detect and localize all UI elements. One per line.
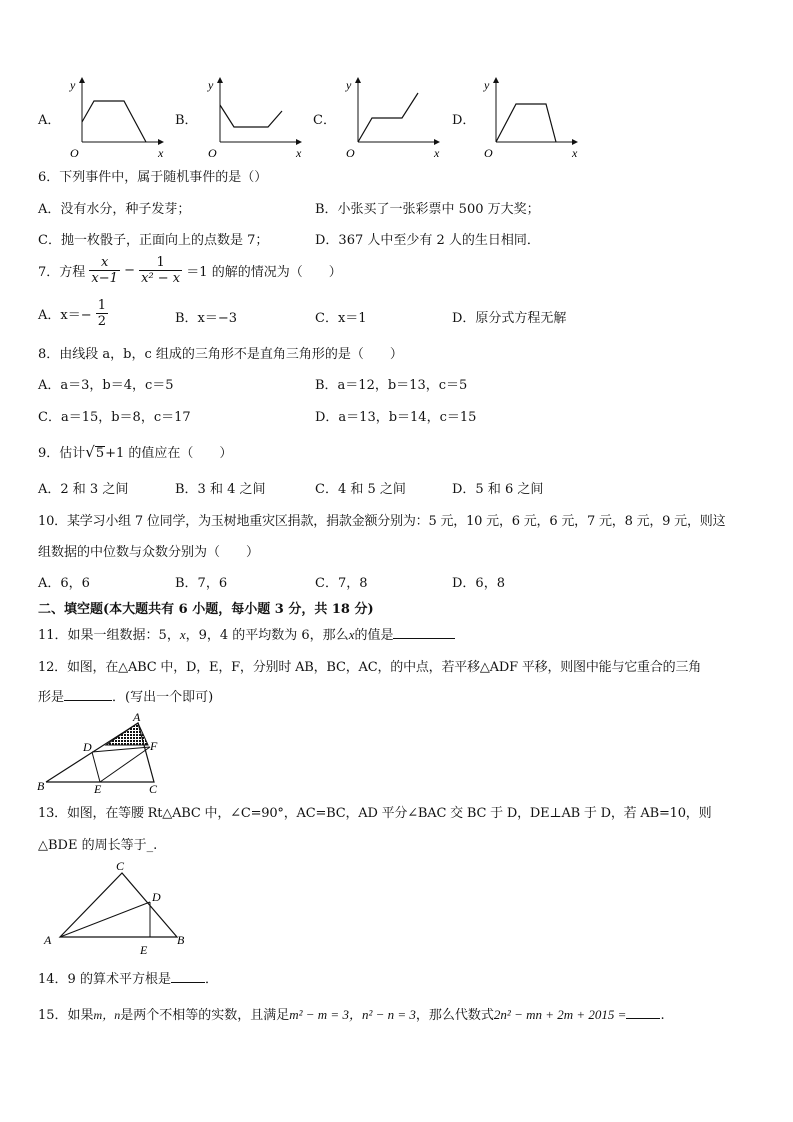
q9-radicand: 5 xyxy=(95,446,105,461)
graph-c-y: y xyxy=(346,78,352,92)
graph-d xyxy=(474,75,594,160)
q10-stem-line2: 组数据的中位数与众数分别为（ ） xyxy=(38,545,260,560)
q12-figure xyxy=(34,710,164,794)
q9-option-a: A．2 和 3 之间 xyxy=(38,482,129,497)
graph-label-a: A． xyxy=(38,113,61,128)
q9-option-b: B．3 和 4 之间 xyxy=(175,482,266,497)
q10-option-d: D．6，8 xyxy=(452,576,505,591)
graph-c-o: O xyxy=(346,146,355,160)
q14-stem: 14．9 的算术平方根是 ． xyxy=(38,972,218,987)
graph-b-y: y xyxy=(208,78,214,92)
q9-option-d: D．5 和 6 之间 xyxy=(452,482,544,497)
q7-minus: − xyxy=(124,263,135,278)
q13-label-d: D xyxy=(152,890,161,904)
q12-stem-line2: 形是 ．(写出一个即可) xyxy=(38,690,214,705)
q10-option-c: C．7，8 xyxy=(315,576,368,591)
q6-option-a: A．没有水分，种子发芽； xyxy=(38,202,191,217)
q12-label-d: D xyxy=(83,740,92,754)
q12-answer-blank[interactable] xyxy=(64,688,112,701)
q12-label-f: F xyxy=(150,739,158,753)
q13-label-c: C xyxy=(116,859,125,873)
q9-stem: 9．估计√5+1 的值应在（ ） xyxy=(38,443,233,461)
q8-option-d: D．a＝13，b＝14，c＝15 xyxy=(315,410,477,425)
q6-stem: 6．下列事件中，属于随机事件的是（） xyxy=(38,170,268,185)
q7-fraction-2: $\frac{1}{\text{x² − x}}$ xyxy=(141,255,181,286)
q10-option-a: A．6，6 xyxy=(38,576,90,591)
section-2-heading: 二、填空题(本大题共有 6 小题，每小题 3 分，共 18 分) xyxy=(38,602,374,617)
q6-option-b: B．小张买了一张彩票中 500 万大奖； xyxy=(315,202,540,217)
graph-label-d: D． xyxy=(452,113,476,128)
q9-option-c: C．4 和 5 之间 xyxy=(315,482,406,497)
q12-label-c: C xyxy=(149,782,158,796)
graph-b-x: x xyxy=(296,146,302,160)
q12-label-a: A xyxy=(133,710,141,724)
q13-label-b: B xyxy=(177,933,185,947)
graph-a-o: O xyxy=(70,146,79,160)
graph-d-o: O xyxy=(484,146,493,160)
q12-label-e: E xyxy=(94,782,102,796)
q7-option-b: B．x＝−3 xyxy=(175,311,238,326)
q8-option-c: C．a＝15，b＝8，c＝17 xyxy=(38,410,191,425)
q13-stem-line1: 13．如图，在等腰 Rt△ABC 中，∠C=90°，AC=BC，AD 平分∠BAC 交 BC 于 D，DE⊥AB 于 D，若 AB=10，则 xyxy=(38,806,712,821)
q7-fraction-1: $\frac{x}{x-1}$ xyxy=(91,255,118,286)
graph-label-b: B． xyxy=(175,113,198,128)
graph-a-y: y xyxy=(70,78,76,92)
graph-b xyxy=(198,75,318,160)
q12-stem-line1: 12．如图，在△ABC 中，D，E，F，分别时 AB，BC，AC，的中点，若平移△ADF 平移，则图中能与它重合的三角 xyxy=(38,660,702,675)
q15-stem: 15．如果m，n是两个不相等的实数，且满足m² − m = 3，n² − n = 3，那么代数式2n² − mn + 2m + 2015 = . xyxy=(38,1007,665,1023)
q8-option-a: A．a＝3，b＝4，c＝5 xyxy=(38,378,174,393)
graph-a xyxy=(60,75,180,160)
graph-b-o: O xyxy=(208,146,217,160)
q13-label-e: E xyxy=(140,943,148,957)
q7-option-a: A．x＝− $\frac{1}{2}$ xyxy=(38,298,107,329)
graph-d-x: x xyxy=(572,146,578,160)
q13-stem-line2: △BDE 的周长等于_. xyxy=(38,838,158,853)
graph-a-x: x xyxy=(158,146,164,160)
graph-c xyxy=(336,75,456,160)
q11-answer-blank[interactable] xyxy=(393,626,455,639)
q8-option-b: B．a＝12，b＝13，c＝5 xyxy=(315,378,468,393)
graph-c-x: x xyxy=(434,146,440,160)
q7-suffix: ＝1 的解的情况为（ ） xyxy=(186,265,342,280)
q15-answer-blank[interactable] xyxy=(626,1006,660,1019)
q10-option-b: B．7，6 xyxy=(175,576,228,591)
q7-option-d: D．原分式方程无解 xyxy=(452,311,567,326)
q14-answer-blank[interactable] xyxy=(171,970,205,983)
q11-stem: 11．如果一组数据：5，x，9，4 的平均数为 6，那么x的值是 xyxy=(38,624,455,643)
q13-figure xyxy=(38,858,193,956)
q8-stem: 8．由线段 a，b，c 组成的三角形不是直角三角形的是（ ） xyxy=(38,347,403,362)
graph-d-y: y xyxy=(484,78,490,92)
q10-stem-line1: 10．某学习小组 7 位同学，为玉树地重灾区捐款，捐款金额分别为：5 元，10 元，6 元，6 元，7 元，8 元，9 元，则这 xyxy=(38,514,726,529)
q6-option-d: D．367 人中至少有 2 人的生日相同． xyxy=(315,233,540,248)
graph-label-c: C． xyxy=(313,113,336,128)
q7-stem xyxy=(38,255,342,286)
q7-option-c: C．x＝1 xyxy=(315,311,367,326)
q13-label-a: A xyxy=(44,933,52,947)
q6-option-c: C．抛一枚骰子，正面向上的点数是 7； xyxy=(38,233,269,248)
q7-prefix: 7．方程 xyxy=(38,265,86,280)
q12-label-b: B xyxy=(37,779,45,793)
